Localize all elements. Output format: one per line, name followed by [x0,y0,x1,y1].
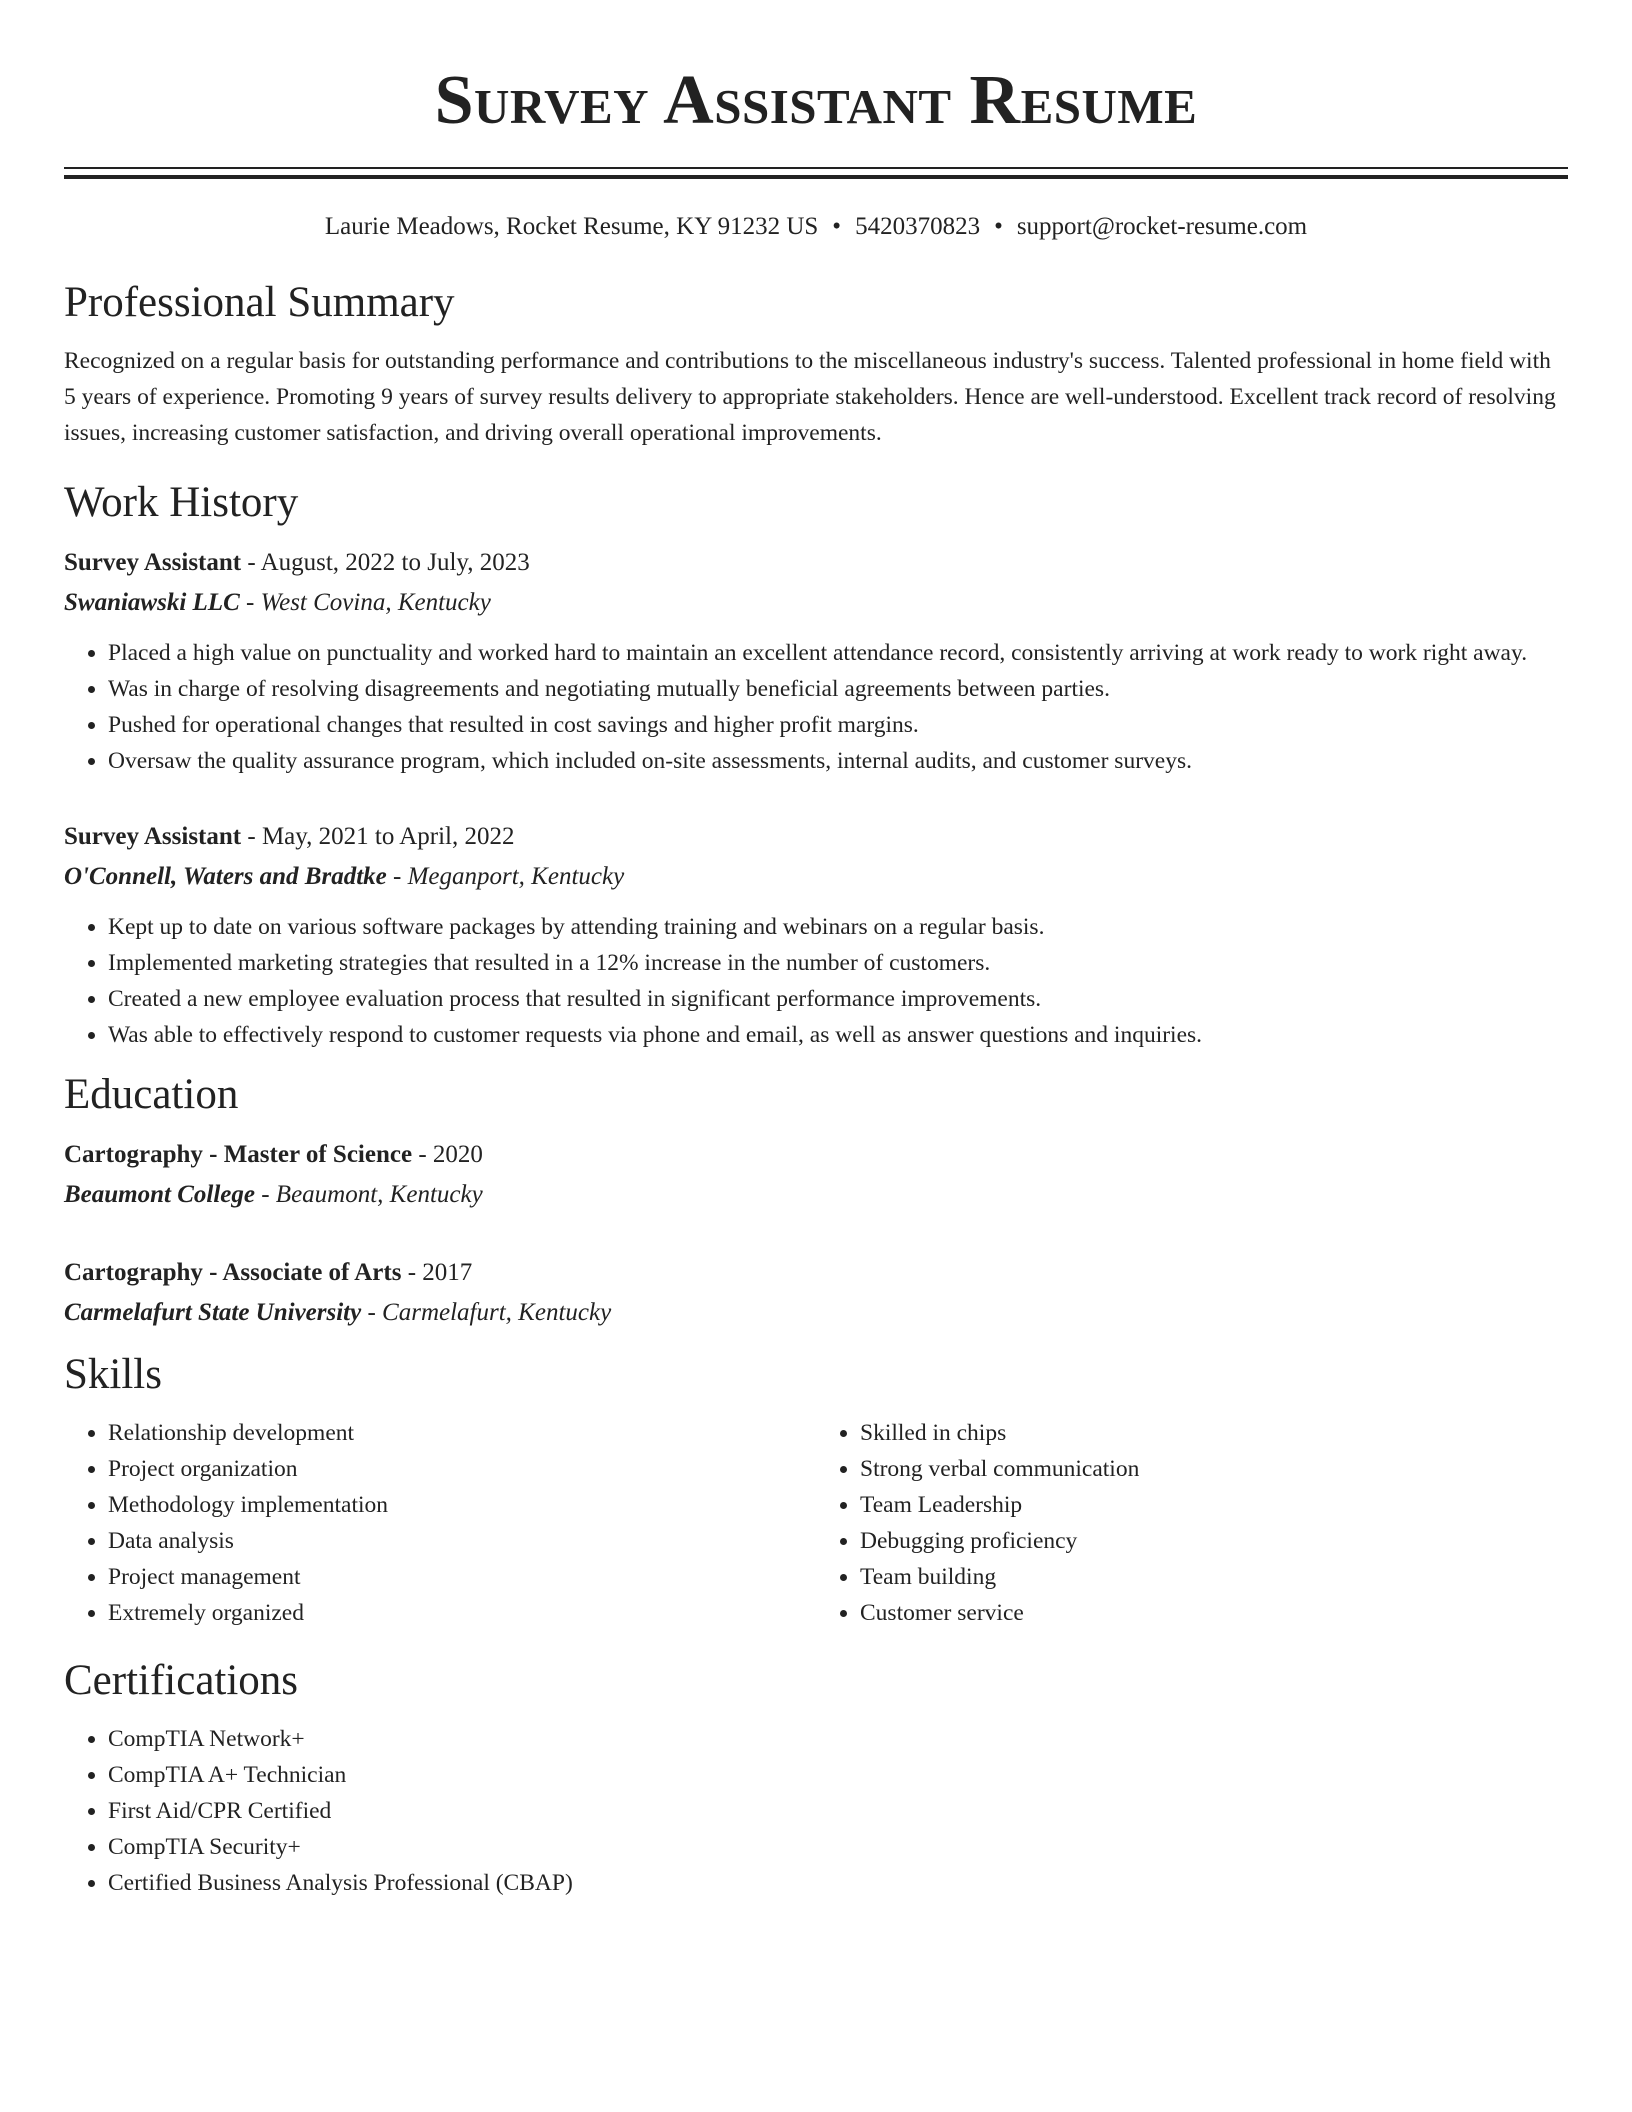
skill-item: • Relationship development [108,1415,816,1451]
job-bullet: • Oversaw the quality assurance program, which included on-site assessments, internal audits, and customer surveys. [108,743,1568,779]
contact-separator: • [832,213,842,240]
job-bullet: • Created a new employee evaluation process that resulted in significant performance improvements. [108,981,1568,1017]
job-bullet: • Kept up to date on various software packages by attending training and webinars on a regular basis. [108,909,1568,945]
contact-address: Laurie Meadows, Rocket Resume, KY 91232 US [324,213,819,240]
job-company: O'Connell, Waters and Bradtke [64,863,387,890]
job-bullets [64,635,1568,779]
education-location: - Beaumont, Kentucky [254,1181,483,1208]
work-history-heading: Work History [64,479,299,526]
skill-item: • Extremely organized [108,1595,816,1631]
contact-separator: • [994,213,1003,240]
contact-line [64,211,1568,243]
skill-item: • Project organization [108,1451,816,1487]
education-entry [64,1135,1568,1215]
education-school: Beaumont College [64,1181,255,1208]
job-header [64,543,1568,583]
education-school: Carmelafurt State University [64,1299,362,1326]
education-degree: Cartography - Associate of Arts [64,1259,402,1286]
certification-item: • CompTIA Network+ [108,1721,1568,1757]
skills-right-list [816,1415,1568,1631]
certifications-list [64,1721,1568,1901]
education-year: - 2017 [401,1259,473,1286]
skills-columns [64,1415,1568,1631]
job-location: - Meganport, Kentucky [386,863,625,890]
certification-item: • First Aid/CPR Certified [108,1793,1568,1829]
job-entry [64,817,1568,1053]
certifications-section [64,1655,1568,1901]
skill-item: • Project management [108,1559,816,1595]
education-heading: Education [64,1071,239,1118]
summary-heading: Professional Summary [64,279,455,326]
skill-item: • Customer service [860,1595,1568,1631]
skills-left-list [64,1415,816,1631]
job-employer-line [64,857,1568,897]
job-dates: - May, 2021 to April, 2022 [241,823,515,850]
skills-heading: Skills [64,1351,162,1398]
title-rule-thin [64,167,1568,169]
skill-item: • Strong verbal communication [860,1451,1568,1487]
skills-section [64,1349,1568,1631]
education-degree: Cartography - Master of Science [64,1141,413,1168]
certification-item: • Certified Business Analysis Professional (CBAP) [108,1865,1568,1901]
job-dates: - August, 2022 to July, 2023 [241,549,530,576]
job-entry [64,543,1568,779]
education-header [64,1135,1568,1175]
work-history-section [64,477,1568,1053]
job-employer-line [64,583,1568,623]
education-year: - 2020 [412,1141,483,1168]
job-bullet: • Was in charge of resolving disagreements and negotiating mutually beneficial agreements between parties. [108,671,1568,707]
job-header [64,817,1568,857]
summary-text: Recognized on a regular basis for outstanding performance and contributions to the miscellaneous industry's success. Talented professional in home field with 5 years of experience. Promoting 9 years of survey results delivery to appropriate stakeholders. Hence are well-understood. Excellent track record of resolving issues, increasing customer satisfaction, and driving overall operational improvements. [64,348,1556,446]
job-location: - West Covina, Kentucky [239,589,491,616]
certification-item: • CompTIA A+ Technician [108,1757,1568,1793]
contact-email: support@rocket-resume.com [1016,213,1308,240]
skill-item: • Team Leadership [860,1487,1568,1523]
title-rule-thick [64,175,1568,179]
job-title: Survey Assistant [64,549,242,576]
education-school-line [64,1293,1568,1333]
skill-item: • Team building [860,1559,1568,1595]
summary-section [64,277,1568,451]
certifications-heading: Certifications [64,1657,299,1704]
education-location: - Carmelafurt, Kentucky [361,1299,612,1326]
certification-item: • CompTIA Security+ [108,1829,1568,1865]
education-section [64,1069,1568,1333]
job-bullet: • Implemented marketing strategies that resulted in a 12% increase in the number of customers. [108,945,1568,981]
education-entry [64,1253,1568,1333]
job-bullet: • Was able to effectively respond to customer requests via phone and email, as well as answer questions and inquiries. [108,1017,1568,1053]
contact-phone: 5420370823 [855,213,981,240]
skill-item: • Methodology implementation [108,1487,816,1523]
job-company: Swaniawski LLC [64,589,240,616]
skill-item: • Data analysis [108,1523,816,1559]
education-header [64,1253,1568,1293]
resume-title: Survey Assistant Resume [434,62,1198,139]
job-bullet: • Placed a high value on punctuality and worked hard to maintain an excellent attendance record, consistently arriving at work ready to work right away. [108,635,1568,671]
skill-item: • Skilled in chips [860,1415,1568,1451]
job-bullet: • Pushed for operational changes that resulted in cost savings and higher profit margins. [108,707,1568,743]
skill-item: • Debugging proficiency [860,1523,1568,1559]
job-title: Survey Assistant [64,823,242,850]
job-bullets [64,909,1568,1053]
education-school-line [64,1175,1568,1215]
